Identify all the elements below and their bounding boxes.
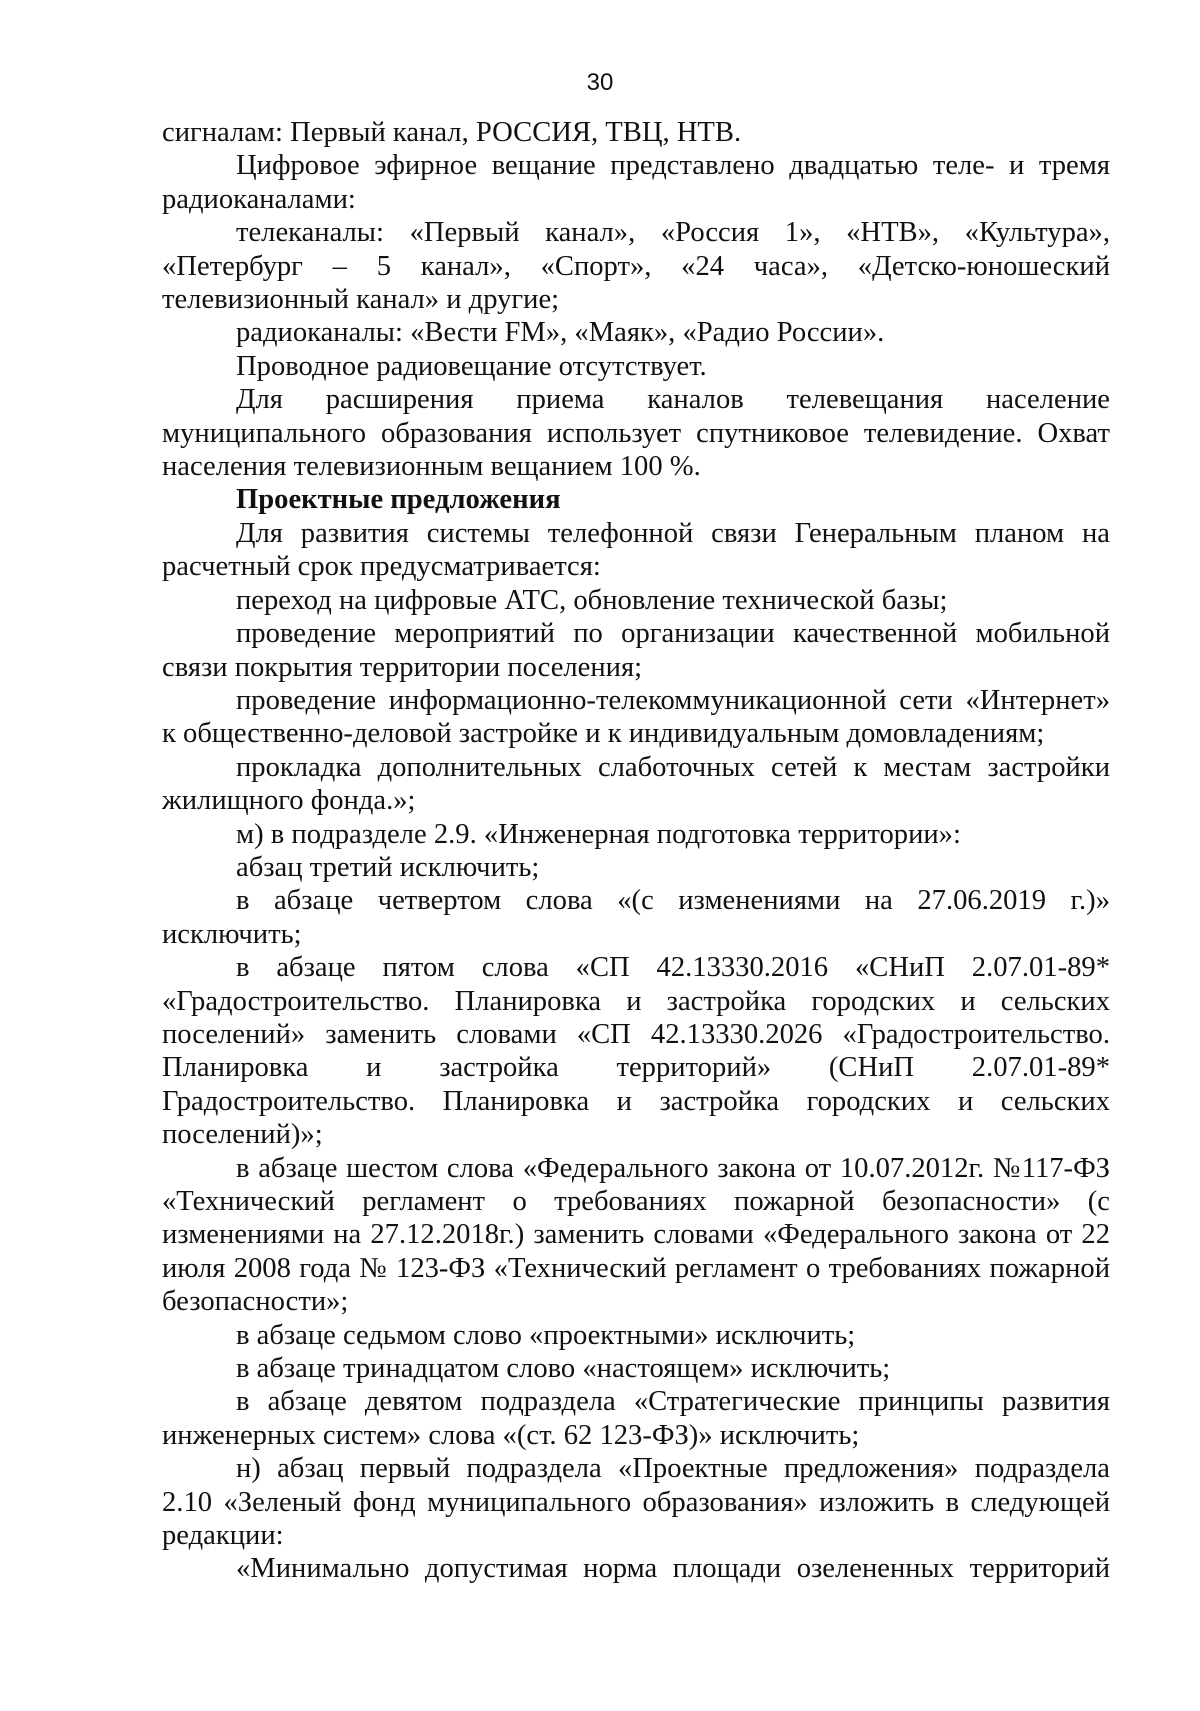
paragraph: проведение информационно-телекоммуникационной сети «Интернет» к общественно-деловой застройке и к индивидуальным домовладениям;: [162, 684, 1110, 750]
paragraph: в абзаце седьмом слово «проектными» исключить;: [236, 1319, 856, 1351]
document-body: [162, 116, 1110, 1586]
paragraph: радиоканалы: «Вести FM», «Маяк», «Радио России».: [236, 317, 885, 349]
page-number: 30: [586, 69, 614, 96]
paragraph: абзац третий исключить;: [236, 851, 540, 883]
paragraph: в абзаце тринадцатом слово «настоящем» исключить;: [236, 1353, 891, 1385]
paragraph: в абзаце четвертом слова «(с изменениями на 27.06.2019 г.)» исключить;: [162, 885, 1110, 950]
paragraph: Для расширения приема каналов телевещания население муниципального образования использует спутниковое телевидение. Охват населения телевизионным вещанием 100 %.: [162, 384, 1110, 483]
paragraph: в абзаце шестом слова «Федерального закона от 10.07.2012г. №117-ФЗ «Технический регламент о требованиях пожарной безопасности» (с изменениями на 27.12.2018г.) заменить словами «Федерального закона от 22 июля 2008 года № 123-ФЗ «Технический регламент о требованиях пожарной безопасности»;: [162, 1152, 1110, 1318]
paragraph: Проводное радиовещание отсутствует.: [236, 350, 707, 382]
paragraph: Для развития системы телефонной связи Генеральным планом на расчетный срок предусматривается:: [162, 517, 1110, 583]
paragraph: прокладка дополнительных слаботочных сетей к местам застройки жилищного фонда.»;: [162, 751, 1110, 817]
paragraph: н) абзац первый подраздела «Проектные предложения» подраздела 2.10 «Зеленый фонд муниципального образования» изложить в следующей редакции:: [162, 1453, 1110, 1552]
paragraph: м) в подразделе 2.9. «Инженерная подготовка территории»:: [236, 818, 961, 850]
paragraph: переход на цифровые АТС, обновление технической базы;: [236, 584, 948, 616]
paragraph: в абзаце девятом подраздела «Стратегические принципы развития инженерных систем» слова «(ст. 62 123-ФЗ)» исключить;: [162, 1386, 1110, 1451]
paragraph: «Минимально допустимая норма площади озелененных территорий: [236, 1553, 1110, 1585]
paragraph: Цифровое эфирное вещание представлено двадцатью теле- и тремя радиоканалами:: [162, 150, 1110, 215]
paragraph: проведение мероприятий по организации качественной мобильной связи покрытия территории поселения;: [162, 618, 1110, 683]
paragraph: сигналам: Первый канал, РОССИЯ, ТВЦ, НТВ.: [162, 117, 742, 148]
paragraph: в абзаце пятом слова «СП 42.13330.2016 «СНиП 2.07.01-89* «Градостроительство. Планировка и застройка городских и сельских поселений» заменить словами «СП 42.13330.2026 «Градостроительство. Планировка и застройка территорий» (СНиП 2.07.01-89* Градостроительство. Планировка и застройка городских и сельских поселений)»;: [162, 952, 1110, 1151]
section-heading: Проектные предложения: [236, 484, 561, 516]
paragraph: телеканалы: «Первый канал», «Россия 1», «НТВ», «Культура», «Петербург – 5 канал», «Спорт», «24 часа», «Детско-юношеский телевизионный канал» и другие;: [162, 217, 1110, 316]
